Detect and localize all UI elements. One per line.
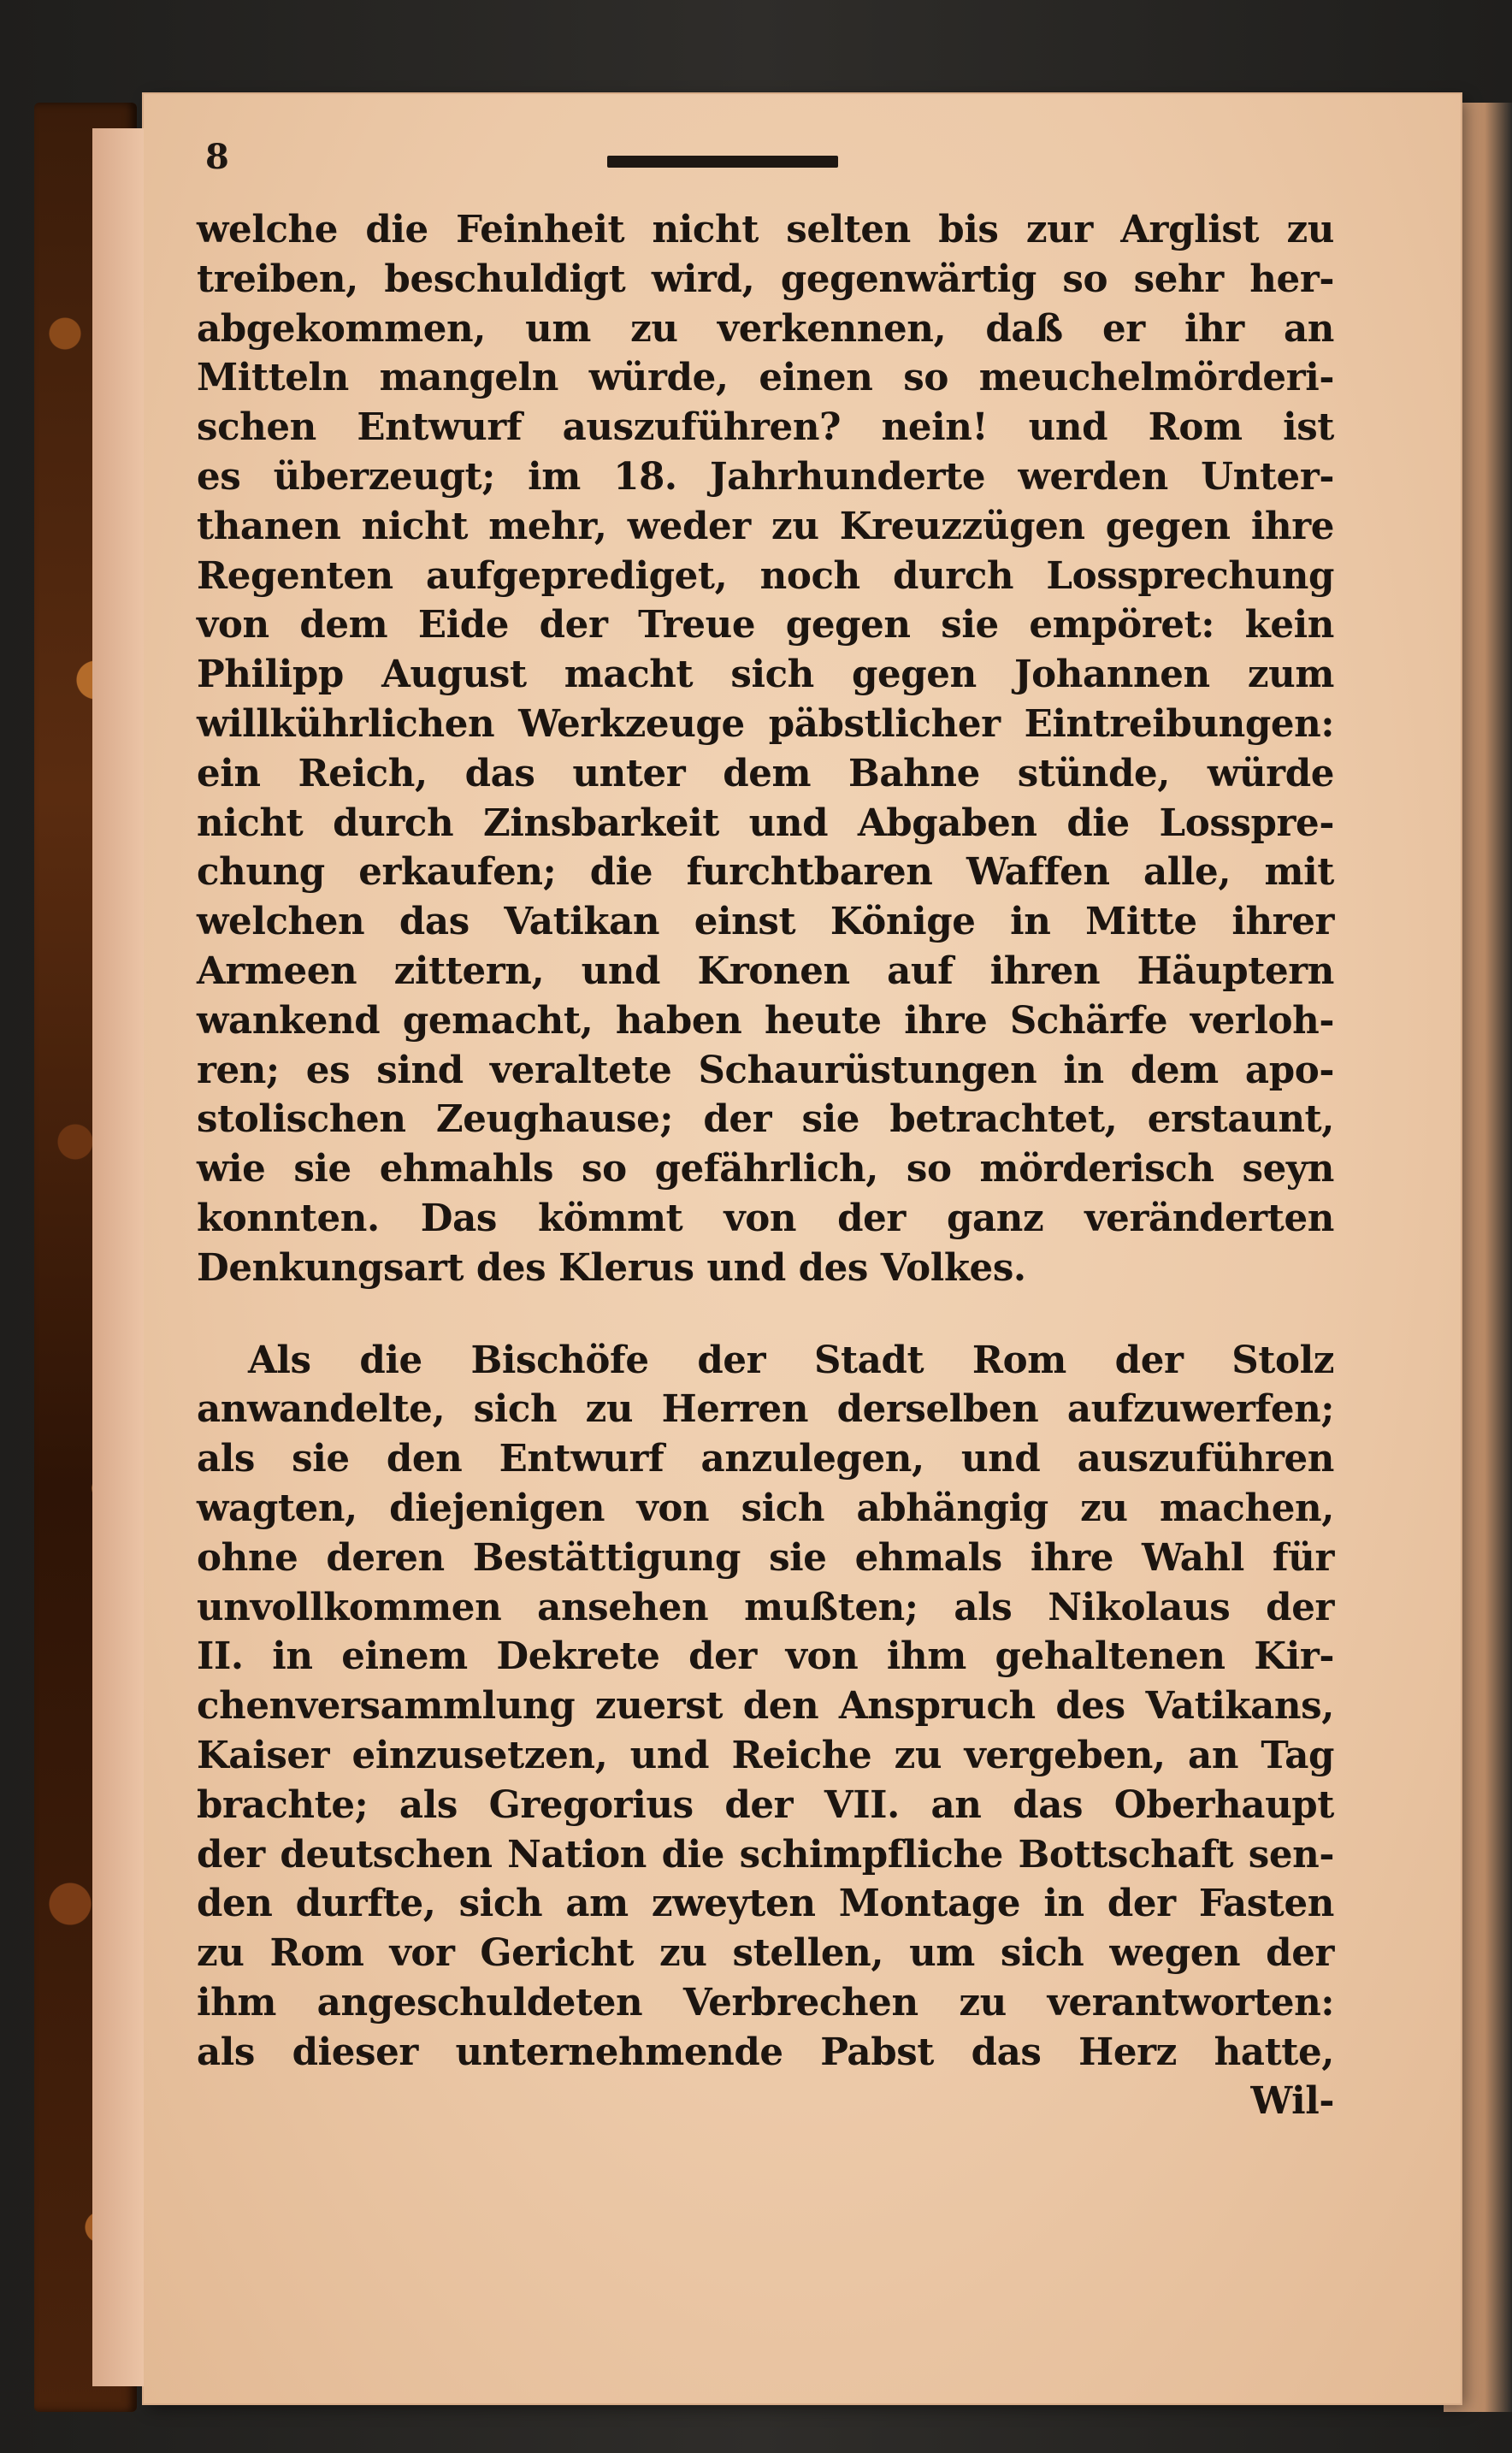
text-line: den durfte, sich am zweyten Montage in der Fasten	[197, 1882, 1334, 1926]
page-header	[205, 137, 1317, 205]
paragraph-gap	[197, 1293, 1334, 1336]
header-rule	[607, 156, 838, 168]
text-line: wankend gemacht, haben heute ihre Schärfe verloh-	[197, 998, 1334, 1043]
text-line: als sie den Entwurf anzulegen, und auszuführen	[197, 1437, 1334, 1481]
text-line: der deutschen Nation die schimpfliche Bottschaft sen-	[197, 1832, 1334, 1877]
text-line: chung erkaufen; die furchtbaren Waffen alle, mit	[197, 850, 1334, 895]
text-line: ren; es sind veraltete Schaurüstungen in dem apo-	[197, 1048, 1334, 1092]
text-line: Regenten aufgeprediget, noch durch Lossprechung	[197, 553, 1334, 598]
text-line: Armeen zittern, und Kronen auf ihren Häuptern	[197, 949, 1334, 993]
text-line: schen Entwurf auszuführen? nein! und Rom ist	[197, 405, 1334, 450]
text-line: Denkungsart des Klerus und des Volkes.	[197, 1245, 1026, 1290]
text-line: willkührlichen Werkzeuge päbstlicher Eintreibungen:	[197, 701, 1334, 746]
text-line: anwandelte, sich zu Herren derselben aufzuwerfen;	[197, 1387, 1334, 1432]
text-line: treiben, beschuldigt wird, gegenwärtig so sehr her-	[197, 257, 1334, 301]
text-line: wagten, diejenigen von sich abhängig zu machen,	[197, 1486, 1334, 1530]
text-line: chenversammlung zuerst den Anspruch des Vatikans,	[197, 1684, 1334, 1729]
text-line: ohne deren Bestättigung sie ehmals ihre Wahl für	[197, 1535, 1334, 1580]
text-line: Als die Bischöfe der Stadt Rom der Stolz	[248, 1338, 1334, 1382]
text-line: wie sie ehmahls so gefährlich, so mörderisch seyn	[197, 1147, 1334, 1191]
text-block	[197, 205, 1334, 2126]
catchword: Wil-	[1250, 2079, 1334, 2124]
paragraph-2	[197, 1336, 1334, 2078]
text-line: unvollkommen ansehen mußten; als Nikolaus der	[197, 1585, 1334, 1629]
text-line: als dieser unternehmende Pabst das Herz hatte,	[197, 2030, 1334, 2074]
text-line: stolischen Zeughause; der sie betrachtet, erstaunt,	[197, 1097, 1334, 1142]
text-line: Mitteln mangeln würde, einen so meuchelmörderi-	[197, 356, 1334, 400]
text-line: Philipp August macht sich gegen Johannen zum	[197, 653, 1334, 697]
text-line: abgekommen, um zu verkennen, daß er ihr an	[197, 306, 1334, 351]
text-line: es überzeugt; im 18. Jahrhunderte werden Unter-	[197, 454, 1334, 499]
text-line: brachte; als Gregorius der VII. an das Oberhaupt	[197, 1782, 1334, 1827]
text-line: welchen das Vatikan einst Könige in Mitte ihrer	[197, 900, 1334, 944]
text-line: konnten. Das kömmt von der ganz veränderten	[197, 1196, 1334, 1240]
page-number: 8	[205, 137, 229, 177]
text-line: von dem Eide der Treue gegen sie empöret: kein	[197, 603, 1334, 647]
text-line: Kaiser einzusetzen, und Reiche zu vergeben, an Tag	[197, 1733, 1334, 1777]
paragraph-1	[197, 205, 1334, 1293]
text-line: ihm angeschuldeten Verbrechen zu verantworten:	[197, 1980, 1334, 2024]
text-line: ein Reich, das unter dem Bahne stünde, würde	[197, 751, 1334, 795]
text-line: II. in einem Dekrete der von ihm gehaltenen Kir-	[197, 1634, 1334, 1679]
text-line: nicht durch Zinsbarkeit und Abgaben die Losspre-	[197, 801, 1334, 845]
text-line: thanen nicht mehr, weder zu Kreuzzügen gegen ihre	[197, 504, 1334, 548]
text-line: welche die Feinheit nicht selten bis zur Arglist zu	[197, 208, 1334, 251]
text-line: zu Rom vor Gericht zu stellen, um sich wegen der	[197, 1931, 1334, 1976]
